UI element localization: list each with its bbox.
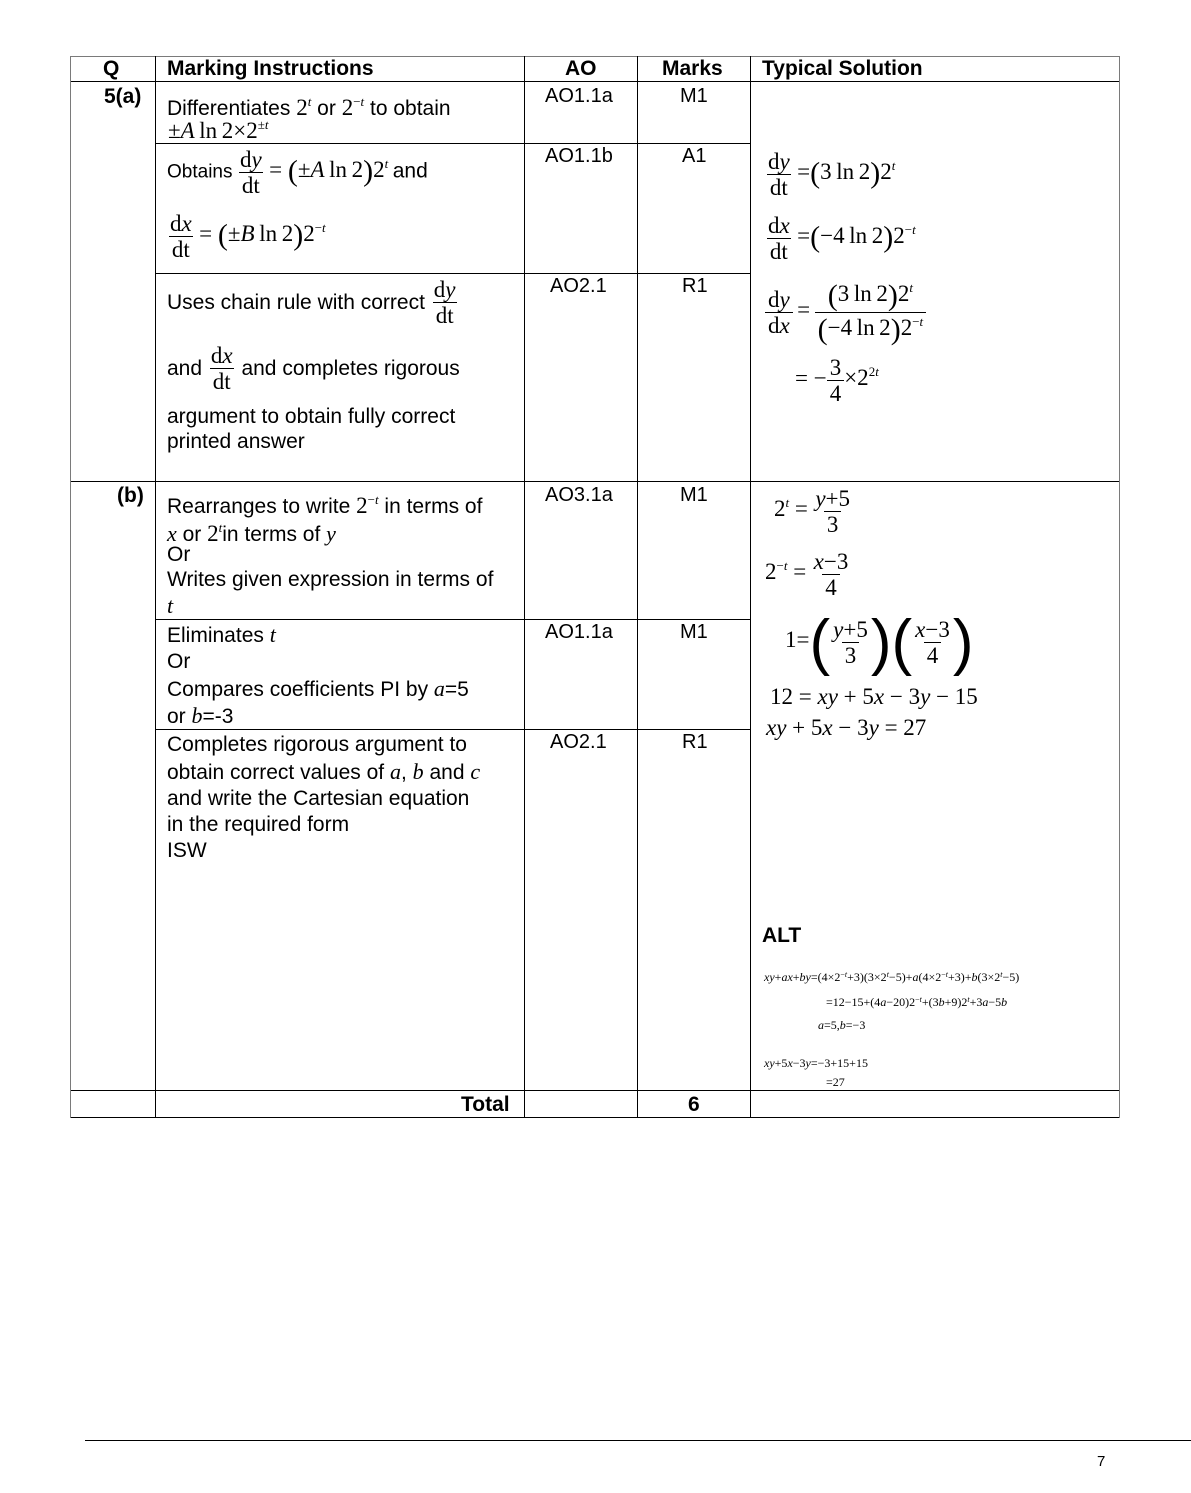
row-b3-text-3: and write the Cartesian equation <box>167 787 470 810</box>
header-ao: AO <box>565 57 597 80</box>
row-b1-instruction-line1: Rearranges to write $2^{-t}$ in terms of <box>167 492 483 518</box>
footer-rule <box>85 1440 1191 1441</box>
col-ao-border <box>637 56 638 1118</box>
row-b2-instruction-line1: Eliminates t <box>167 622 276 647</box>
row-b1-text-or: or <box>182 523 202 546</box>
total-top-border <box>70 1090 1120 1091</box>
row-a1-text-or: or <box>317 97 336 120</box>
row-b3-text-2: obtain correct values of <box>167 761 385 784</box>
row-a3-instruction-line1: Uses chain rule with correct $\frac{dy}{dt}$ <box>167 277 456 329</box>
row-a3-text-4: printed answer <box>167 430 305 453</box>
col-marks-border <box>750 56 751 1118</box>
header-instructions: Marking Instructions <box>167 57 374 80</box>
question-label-5b: (b) <box>117 484 144 507</box>
row-a2-instruction-line2: $\frac{dx}{dt}$ = (±B $\ln 2)2^{-t}$ <box>170 211 326 263</box>
row-a1-text-2: to obtain <box>370 97 451 120</box>
row-b1-bottom-border <box>156 619 751 620</box>
row-b3-text-4: in the required form <box>167 813 350 836</box>
row-a2-text-and: and <box>392 159 428 183</box>
alt-label: ALT <box>762 924 802 947</box>
row-b2-text-or: Or <box>167 650 191 673</box>
row-a2-text-obtains: Obtains <box>167 161 233 183</box>
solution-b-2minust: $2^{-t}$ = $\frac{x-3}{4}$ <box>765 549 849 601</box>
row-a3-text-1: Uses chain rule with correct <box>167 290 425 314</box>
row-a2-ao: AO1.1b <box>545 145 613 167</box>
solution-b-eliminate: 1=( $\frac{y+5}{3}$ )( $\frac{x-3}{4}$ ) <box>785 608 974 677</box>
total-label: Total <box>461 1093 510 1116</box>
row-a2-mark: A1 <box>682 145 707 167</box>
row-b1-text-4: Writes given expression in terms of <box>167 568 494 591</box>
row-b1-text-1: Rearranges to write <box>167 495 351 518</box>
solution-a-dydx: $\frac{dy}{dx}$ = $\frac{(3 \ln 2)2^t}{(-4 \ln 2)2^{-t}}$ <box>765 280 926 346</box>
row-a3-instruction-line2: and $\frac{dx}{dt}$ and completes rigorous <box>167 343 460 395</box>
col-instructions-border <box>524 56 525 1118</box>
alt-line-1: $xy+ax+by=(4\times 2^{-t}+3)(3\times 2^t-5)+a(4\times 2^{-t}+3)+b(3\times 2^t-5)$ <box>764 970 1020 984</box>
row-a3-text-3: argument to obtain fully correct <box>167 405 456 428</box>
row-b2-ao: AO1.1a <box>545 621 613 643</box>
alt-line-2: $=12-15+(4a-20)2^{-t}+(3b+9)2^t+3a-5b$ <box>826 995 1008 1009</box>
row-a2-instruction-line1: Obtains $\frac{dy}{dt}$ = (±A ln 2)2$^t$ and <box>167 147 428 199</box>
solution-a-dydt: $\frac{dy}{dt}$ =(3 ln 2)2$^t$ <box>768 149 896 201</box>
header-solution: Typical Solution <box>762 57 923 80</box>
row-a1-ao: AO1.1a <box>545 85 613 107</box>
row-b1-mark: M1 <box>680 484 708 506</box>
row-b3-text-5: ISW <box>167 839 207 862</box>
row-b1-text-3: in terms of <box>222 523 321 546</box>
row-b2-text-3: or <box>167 705 186 728</box>
total-marks: 6 <box>688 1093 700 1116</box>
row-b1-text-2: in terms of <box>384 495 483 518</box>
solution-a-dxdt: $\frac{dx}{dt}$ =(−4 $\ln 2)2^{-t}$ <box>768 213 916 265</box>
header-bottom-border <box>70 81 1120 82</box>
solution-b-expanded: 12 = xy + 5x − 3y − 15 <box>770 684 978 709</box>
alt-line-4: xy+5x−3y=−3+15+15 <box>764 1056 868 1070</box>
header-marks: Marks <box>662 57 723 80</box>
row-b2-instruction-line4: or b=-3 <box>167 703 234 728</box>
row-b1-ao: AO3.1a <box>545 484 613 506</box>
row-a2-bottom-border <box>156 273 751 274</box>
solution-b-2t: $2^t$ = $\frac{y+5}{3}$ <box>774 486 851 538</box>
row-b3-ao: AO2.1 <box>550 731 607 753</box>
row-a3-mark: R1 <box>682 275 708 297</box>
row-b1-variable-t: t <box>167 593 174 618</box>
row-a1-mark: M1 <box>680 85 708 107</box>
row-b2-text-1: Eliminates <box>167 624 264 647</box>
row-b3-mark: R1 <box>682 731 708 753</box>
alt-line-5: =27 <box>826 1075 845 1089</box>
row-a3-text-2: and completes rigorous <box>241 356 460 380</box>
table-bottom-border <box>70 1117 1120 1118</box>
col-q-border <box>155 56 156 1118</box>
row-a3-text-and: and <box>167 356 203 380</box>
part-a-bottom-border <box>70 481 1120 482</box>
col-right-border <box>1119 56 1120 1118</box>
row-a1-text-1: Differentiates <box>167 97 291 120</box>
row-b1-text-or2: Or <box>167 543 191 566</box>
row-b2-text-2: Compares coefficients PI by <box>167 678 429 701</box>
alt-line-3: a=5,b=−3 <box>818 1018 866 1032</box>
question-label-5a: 5(a) <box>104 85 142 108</box>
row-a1-formula: ±A $\ln 2\times 2^{\pm t}$ <box>168 117 269 143</box>
row-b1-instruction-line2: x or 2$^t$in terms of y <box>167 520 336 546</box>
col-left-border <box>70 56 71 1118</box>
row-b2-mark: M1 <box>680 621 708 643</box>
row-b3-instruction-line2: obtain correct values of a, b and c <box>167 759 481 784</box>
row-b3-text-and: and <box>429 761 465 784</box>
row-a1-instruction: Differentiates 2$^t$ or $2^{-t}$ to obtain <box>167 94 451 120</box>
solution-a-result: = − $\frac{3}{4}$ $\times 2^{2t}$ <box>795 355 879 407</box>
header-q: Q <box>103 57 120 80</box>
row-b2-instruction-line3: Compares coefficients PI by a=5 <box>167 676 469 701</box>
page-number: 7 <box>1097 1453 1106 1470</box>
row-b3-text-1: Completes rigorous argument to <box>167 733 467 756</box>
row-b2-bottom-border <box>156 729 751 730</box>
solution-b-final: xy + 5x − 3y = 27 <box>766 715 927 740</box>
row-a3-ao: AO2.1 <box>550 275 607 297</box>
